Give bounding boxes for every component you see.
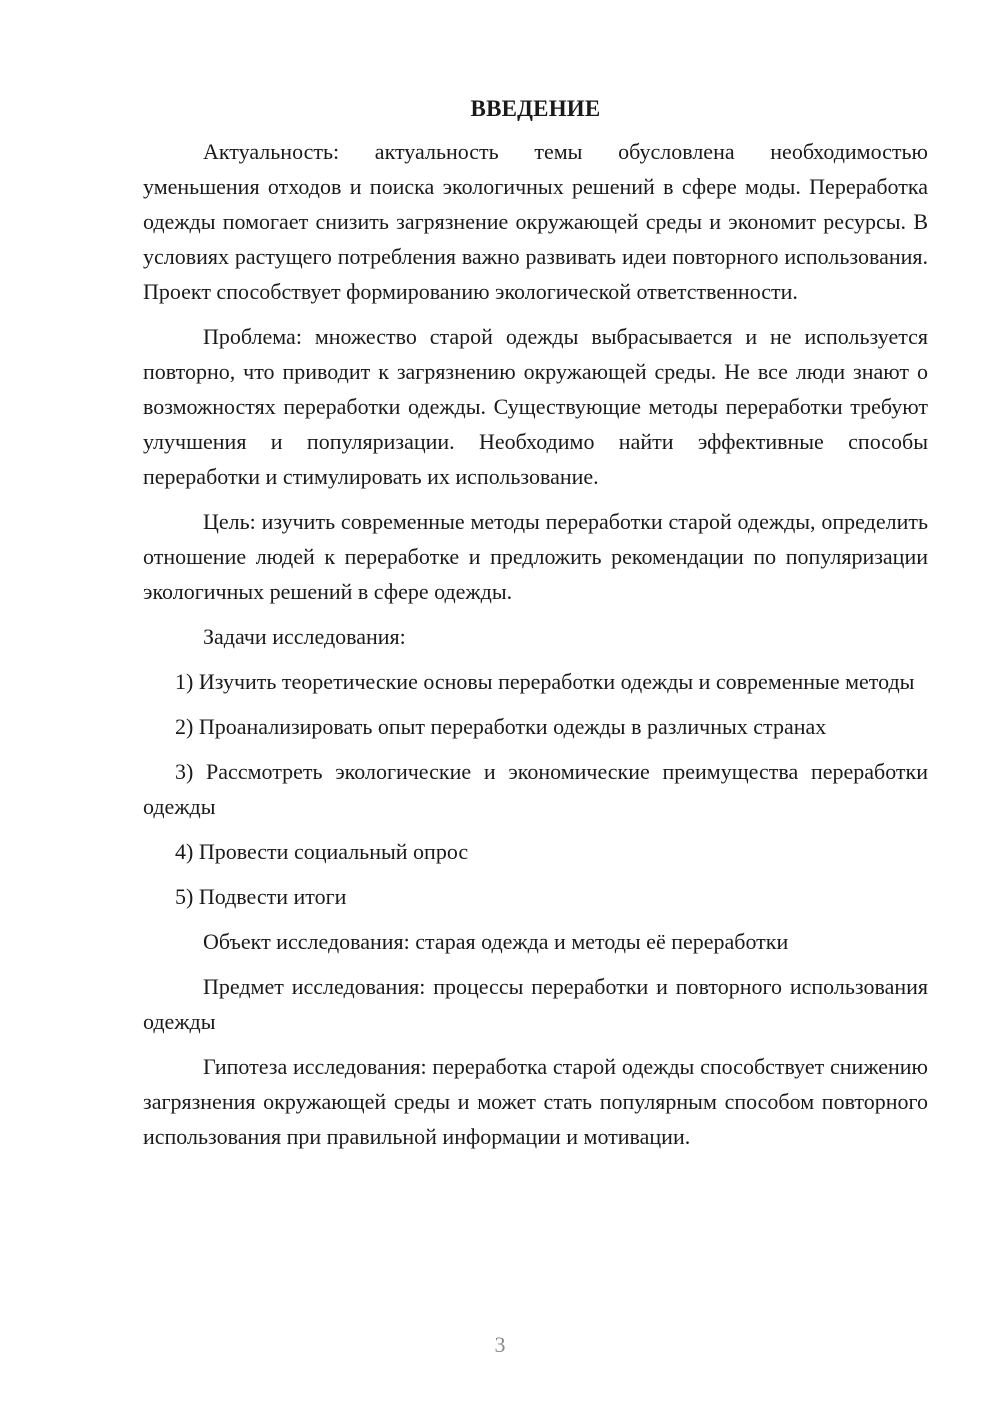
section-title: ВВЕДЕНИЕ <box>470 96 601 121</box>
paragraph-object: Объект исследования: старая одежда и методы её переработки <box>203 929 789 954</box>
task-item-4: 4) Провести социальный опрос <box>175 839 469 864</box>
document-page <box>143 92 928 1164</box>
task-item-2: 2) Проанализировать опыт переработки одежды в различных странах <box>175 714 827 739</box>
paragraph-subject: Предмет исследования: процессы переработки и повторного использования одежды <box>143 974 928 1034</box>
task-item-5: 5) Подвести итоги <box>175 884 347 909</box>
task-item-1: 1) Изучить теоретические основы переработки одежды и современные методы <box>175 669 915 694</box>
paragraph-problem: Проблема: множество старой одежды выбрасывается и не используется повторно, что приводит к загрязнению окружающей среды. Не все люди знают о возможностях переработки одежды. Существующие методы переработки требуют улучшения и популяризации. Необходимо найти эффективные способы переработки и стимулировать их использование. <box>143 324 928 489</box>
task-item-3: 3) Рассмотреть экологические и экономические преимущества переработки одежды <box>143 759 928 819</box>
paragraph-relevance: Актуальность: актуальность темы обусловлена необходимостью уменьшения отходов и поиска экологичных решений в сфере моды. Переработка одежды помогает снизить загрязнение окружающей среды и экономит ресурсы. В условиях растущего потребления важно развивать идеи повторного использования. Проект способствует формированию экологической ответственности. <box>143 139 928 304</box>
paragraph-tasks-heading: Задачи исследования: <box>203 624 406 649</box>
page-number: 3 <box>494 1332 506 1357</box>
paragraph-hypothesis: Гипотеза исследования: переработка старой одежды способствует снижению загрязнения окружающей среды и может стать популярным способом повторного использования при правильной информации и мотивации. <box>143 1054 928 1149</box>
paragraph-goal: Цель: изучить современные методы переработки старой одежды, определить отношение людей к переработке и предложить рекомендации по популяризации экологичных решений в сфере одежды. <box>143 509 928 604</box>
